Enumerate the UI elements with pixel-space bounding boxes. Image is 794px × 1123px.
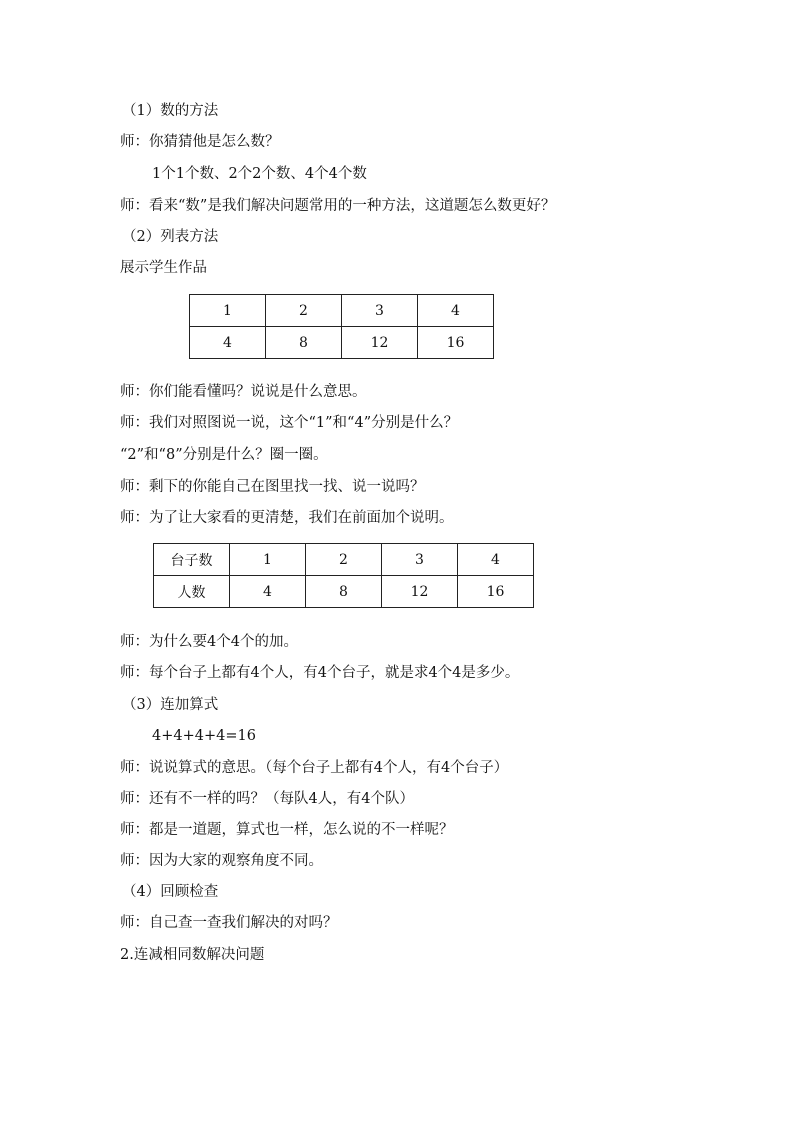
counting-description: 1个1个数、2个2个数、4个4个数 [152, 166, 367, 182]
table-header-cell: 台子数 [154, 544, 230, 576]
dialogue-line: 师：我们对照图说一说，这个“1”和“4”分别是什么？ [120, 415, 459, 431]
table-cell: 2 [266, 295, 342, 327]
table-cell: 4 [418, 295, 494, 327]
section-heading-addition: （3）连加算式 [122, 697, 219, 713]
dialogue-line: 师：为什么要4个4个的加。 [120, 634, 298, 650]
student-work-table [189, 294, 494, 359]
table-row [154, 544, 534, 576]
section-heading-review: （4）回顾检查 [122, 884, 219, 900]
section-heading-table-method: （2）列表方法 [122, 229, 219, 245]
table-row [190, 327, 494, 359]
dialogue-line: 师：看来“数”是我们解决问题常用的一种方法，这道题怎么数更好？ [120, 198, 556, 214]
table-header-cell: 人数 [154, 576, 230, 608]
table-row [190, 295, 494, 327]
dialogue-line: 师：每个台子上都有4个人，有4个台子，就是求4个4是多少。 [120, 665, 520, 681]
dialogue-line: 师：还有不一样的吗？（每队4人，有4个队） [120, 791, 414, 807]
dialogue-line: 师：为了让大家看的更清楚，我们在前面加个说明。 [120, 510, 454, 526]
dialogue-line: 师：说说算式的意思。（每个台子上都有4个人，有4个台子） [120, 760, 509, 776]
dialogue-line: 师：都是一道题，算式也一样，怎么说的不一样呢？ [120, 822, 454, 838]
section-heading-count-method: （1）数的方法 [122, 103, 219, 119]
table-cell: 1 [190, 295, 266, 327]
text-line: 展示学生作品 [120, 260, 207, 276]
table-cell: 12 [342, 327, 418, 359]
table-row [154, 576, 534, 608]
dialogue-line: 师：自己查一查我们解决的对吗？ [120, 915, 338, 931]
addition-equation: 4+4+4+4=16 [152, 728, 256, 744]
table-cell: 2 [306, 544, 382, 576]
table-cell: 4 [190, 327, 266, 359]
table-cell: 3 [382, 544, 458, 576]
table-cell: 1 [230, 544, 306, 576]
text-line: “2”和“8”分别是什么？圈一圈。 [120, 447, 328, 463]
section-heading-subtraction: 2.连减相同数解决问题 [120, 947, 265, 963]
table-cell: 8 [266, 327, 342, 359]
table-cell: 8 [306, 576, 382, 608]
table-cell: 4 [230, 576, 306, 608]
dialogue-line: 师：因为大家的观察角度不同。 [120, 853, 323, 869]
table-cell: 16 [418, 327, 494, 359]
table-cell: 4 [458, 544, 534, 576]
dialogue-line: 师：你猜猜他是怎么数？ [120, 134, 280, 150]
dialogue-line: 师：你们能看懂吗？说说是什么意思。 [120, 384, 367, 400]
table-cell: 16 [458, 576, 534, 608]
labeled-table [153, 543, 534, 608]
table-cell: 12 [382, 576, 458, 608]
table-cell: 3 [342, 295, 418, 327]
dialogue-line: 师：剩下的你能自己在图里找一找、说一说吗？ [120, 479, 425, 495]
